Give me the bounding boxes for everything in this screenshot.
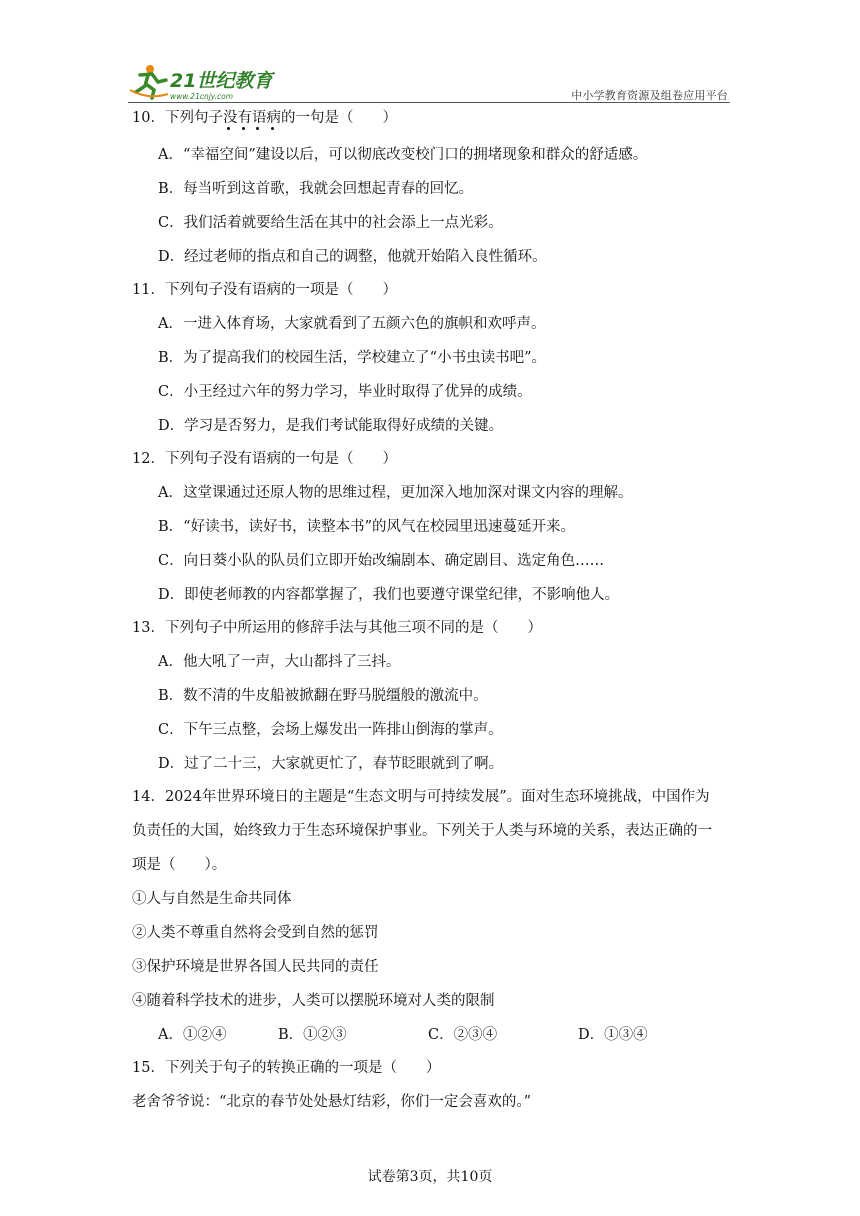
header-platform-text: 中小学教育资源及组卷应用平台 [571,89,728,102]
question-14-statement-3: ③保护环境是世界各国人民共同的责任 [132,959,379,975]
question-14-choice-b: B．①②③ [278,1027,347,1043]
question-12-option-a: A．这堂课通过还原人物的思维过程，更加深入地加深对课文内容的理解。 [158,485,633,501]
question-10-option-b: B．每当听到这首歌，我就会回想起青春的回忆。 [158,181,474,197]
question-12-option-c: C．向日葵小队的队员们立即开始改编剧本、确定剧目、选定角色…… [158,553,605,569]
header-divider [128,102,730,103]
page-footer-number: 试卷第3页，共10页 [367,1169,493,1185]
svg-text:21世纪教育: 21世纪教育 [170,70,273,92]
question-14-statement-4: ④随着科学技术的进步，人类可以摆脱环境对人类的限制 [132,993,495,1009]
question-14-choice-c: C．②③④ [428,1027,498,1043]
emphasis-no-error: 没有语病 [223,110,281,126]
question-11-stem: 11．下列句子没有语病的一项是（ ） [132,282,397,298]
question-10-option-d: D．经过老师的指点和自己的调整，他就开始陷入良性循环。 [158,249,547,265]
question-12-stem: 12．下列句子没有语病的一句是（ ） [132,451,397,467]
question-11-option-b: B．为了提高我们的校园生活，学校建立了“小书虫读书吧”。 [158,350,546,366]
question-13-option-d: D．过了二十三，大家就更忙了，春节眨眼就到了啊。 [158,756,504,772]
question-14-stem-line-3: 项是（ ）。 [132,857,227,873]
question-10-option-a: A．“幸福空间”建设以后，可以彻底改变校门口的拥堵现象和群众的舒适感。 [158,147,648,163]
question-14-stem-line-2: 负责任的大国，始终致力于生态环境保护事业。下列关于人类与环境的关系，表达正确的一 [132,823,712,839]
question-12-option-b: B．“好读书，读好书，读整本书”的风气在校园里迅速蔓延开来。 [158,519,575,535]
question-13-stem: 13．下列句子中所运用的修辞手法与其他三项不同的是（ ） [132,620,542,636]
question-14-choice-d: D．①③④ [578,1027,648,1043]
question-11-option-a: A．一进入体育场，大家就看到了五颜六色的旗帜和欢呼声。 [158,316,546,332]
question-10-stem: 10．下列句子没有语病 的一句是（ ） [132,108,397,128]
question-11-option-c: C．小王经过六年的努力学习，毕业时取得了优异的成绩。 [158,384,532,400]
question-14-statement-2: ②人类不尊重自然将会受到自然的惩罚 [132,925,379,941]
question-13-option-a: A．他大吼了一声，大山都抖了三抖。 [158,654,401,670]
question-13-option-c: C．下午三点整，会场上爆发出一阵排山倒海的掌声。 [158,722,503,738]
question-15-quote: 老舍爷爷说：“北京的春节处处悬灯结彩，你们一定会喜欢的。” [132,1094,532,1110]
question-14-choice-a: A．①②④ [158,1027,227,1043]
question-12-option-d: D．即使老师教的内容都掌握了，我们也要遵守课堂纪律，不影响他人。 [158,587,620,603]
question-10-option-c: C．我们活着就要给生活在其中的社会添上一点光彩。 [158,215,503,231]
question-14-statement-1: ①人与自然是生命共同体 [132,891,292,907]
page-header [128,60,730,102]
question-13-option-b: B．数不清的牛皮船被掀翻在野马脱缰般的激流中。 [158,688,488,704]
question-14-stem-line-1: 14．2024年世界环境日的主题是“生态文明与可持续发展”。面对生态环境挑战，中国作为 [132,789,710,805]
logo-21cnjy [128,60,278,102]
question-11-option-d: D．学习是否努力，是我们考试能取得好成绩的关键。 [158,418,504,434]
svg-text:www.21cnjy.com: www.21cnjy.com [170,92,234,101]
question-15-stem: 15．下列关于句子的转换正确的一项是（ ） [132,1060,441,1076]
